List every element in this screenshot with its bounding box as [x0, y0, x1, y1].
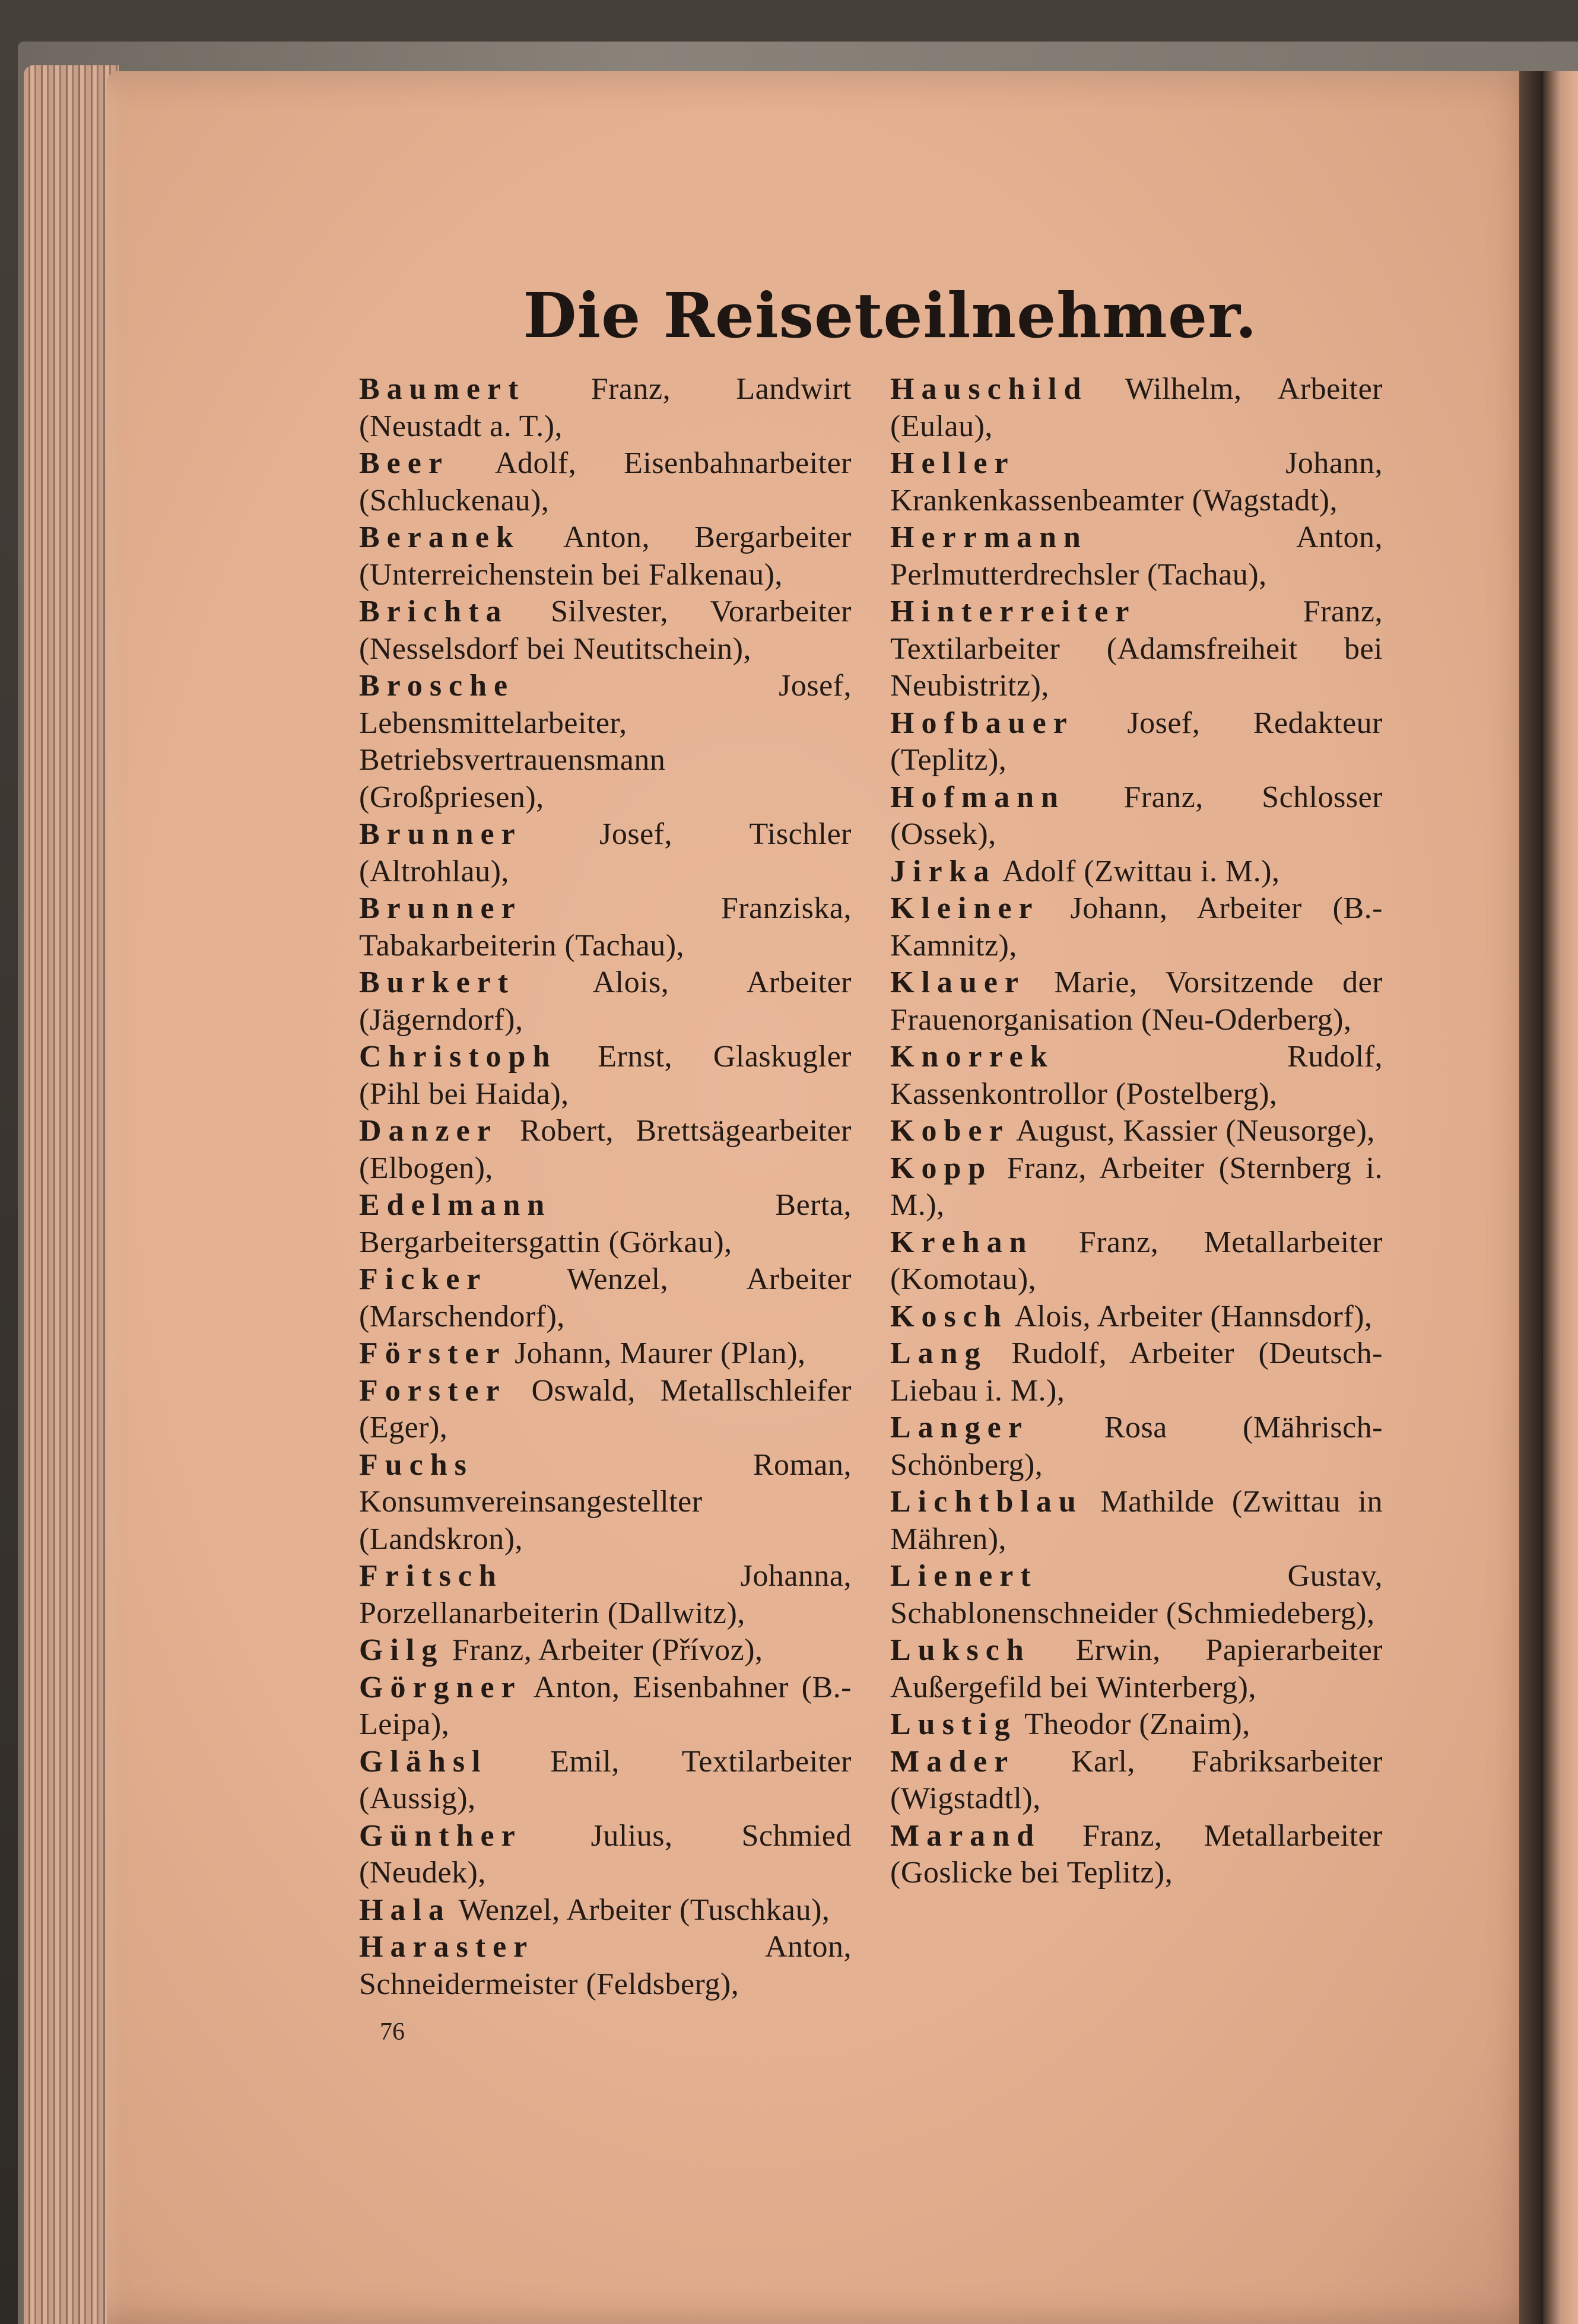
participant-surname: Jirka — [890, 854, 996, 888]
participant-entry — [890, 1558, 1383, 1632]
participant-details: Franz, Textilarbeiter (Adamsfreiheit bei Neubistritz), — [890, 595, 1383, 703]
participant-entry — [890, 593, 1383, 705]
participant-details: Rosa (Mährisch-Schönberg), — [890, 1411, 1383, 1482]
participant-surname: Burkert — [359, 966, 516, 999]
participant-details: Wenzel, Arbeiter (Marschendorf), — [359, 1262, 852, 1334]
participant-surname: Hauschild — [890, 372, 1088, 406]
participant-details: Erwin, Papierarbeiter Außergefild bei Winterberg), — [890, 1633, 1383, 1704]
participant-entry — [890, 1744, 1383, 1818]
participant-entry — [359, 964, 852, 1039]
participant-entry — [890, 445, 1383, 519]
participant-entry — [359, 816, 852, 890]
participant-entry — [359, 1669, 852, 1744]
participant-surname: Christoph — [359, 1040, 557, 1074]
participant-surname: Günther — [359, 1818, 522, 1853]
participant-surname: Haraster — [359, 1930, 535, 1964]
participant-surname: Görgner — [359, 1670, 522, 1704]
participant-surname: Kleiner — [890, 891, 1040, 925]
participant-details: Franz, Schlosser (Ossek), — [890, 780, 1383, 851]
participant-details: Adolf (Zwittau i. M.), — [996, 854, 1280, 888]
participant-surname: Baumert — [359, 372, 526, 406]
participant-details: Johann, Maurer (Plan), — [506, 1336, 806, 1370]
participant-surname: Ficker — [359, 1262, 488, 1296]
participant-surname: Beranek — [359, 520, 520, 554]
participant-surname: Marand — [890, 1818, 1041, 1853]
participant-surname: Hofmann — [890, 780, 1065, 814]
participant-details: Julius, Schmied (Neudek), — [359, 1818, 852, 1890]
participant-surname: Knorrek — [890, 1040, 1055, 1074]
participant-details: Adolf, Eisenbahnarbeiter (Schluckenau), — [359, 446, 852, 517]
participant-details: Franz, Landwirt (Neustadt a. T.), — [359, 372, 852, 443]
participant-details: Josef, Redakteur (Teplitz), — [890, 706, 1383, 777]
participant-entry — [359, 1892, 852, 1929]
participant-entry — [359, 1187, 852, 1261]
participant-surname: Lienert — [890, 1559, 1038, 1593]
participant-surname: Fritsch — [359, 1559, 503, 1593]
participant-details: Karl, Fabriksarbeiter (Wigstadtl), — [890, 1744, 1383, 1815]
participant-entry — [890, 1632, 1383, 1706]
participant-surname: Danzer — [359, 1114, 498, 1148]
participant-entry — [359, 1261, 852, 1335]
participant-surname: Kober — [890, 1114, 1010, 1148]
participant-entry — [359, 593, 852, 668]
participant-entry — [890, 964, 1383, 1039]
participant-details: Josef, Lebensmittelarbeiter, Betriebsvertrauensmann (Großpriesen), — [359, 669, 852, 814]
participant-surname: Kosch — [890, 1299, 1008, 1334]
participant-details: Franz, Metallarbeiter (Komotau), — [890, 1225, 1383, 1296]
participant-details: Johann, Arbeiter (B.-Kamnitz), — [890, 891, 1383, 963]
participant-surname: Brichta — [359, 595, 509, 628]
participant-entry — [359, 371, 852, 445]
participant-entry — [890, 1409, 1383, 1484]
participant-entry — [359, 1335, 852, 1373]
participant-surname: Herrmann — [890, 520, 1088, 554]
participant-entry — [890, 1113, 1383, 1150]
participant-details: Wenzel, Arbeiter (Tuschkau), — [450, 1893, 830, 1927]
participant-details: Johann, Krankenkassenbeamter (Wagstadt), — [890, 446, 1383, 517]
participant-entry — [890, 853, 1383, 891]
participant-entry — [890, 1335, 1383, 1409]
participant-details: Mathilde (Zwittau in Mähren), — [890, 1485, 1383, 1556]
participant-details: August, Kassier (Neusorge), — [1009, 1114, 1375, 1148]
participant-surname: Klauer — [890, 966, 1025, 999]
participant-details: Emil, Textilarbeiter (Aussig), — [359, 1744, 852, 1815]
participant-surname: Förster — [359, 1336, 507, 1370]
participant-entry — [890, 1818, 1383, 1892]
page-title: Die Reiseteilnehmer. — [523, 279, 1258, 352]
participant-details: Anton, Perlmutterdrechsler (Tachau), — [890, 520, 1383, 592]
participant-surname: Glähsl — [359, 1744, 488, 1779]
participant-details: Rudolf, Arbeiter (Deutsch-Liebau i. M.), — [890, 1336, 1383, 1408]
participant-surname: Edelmann — [359, 1188, 552, 1222]
participant-surname: Hala — [359, 1893, 451, 1927]
participant-entry — [359, 890, 852, 964]
participant-details: Wilhelm, Arbeiter (Eulau), — [890, 372, 1383, 443]
participant-details: Franz, Arbeiter (Sternberg i. M.), — [890, 1151, 1383, 1222]
participant-surname: Mader — [890, 1744, 1015, 1779]
participant-details: Silvester, Vorarbeiter (Nesselsdorf bei Neutitschein), — [359, 595, 852, 666]
page-edges — [24, 65, 119, 2324]
participant-surname: Hofbauer — [890, 706, 1074, 740]
participant-details: Alois, Arbeiter (Hannsdorf), — [1008, 1299, 1373, 1334]
participant-entry — [359, 1818, 852, 1892]
participant-surname: Lang — [890, 1336, 988, 1370]
participant-surname: Krehan — [890, 1225, 1034, 1259]
participant-details: Ernst, Glaskugler (Pihl bei Haida), — [359, 1040, 852, 1111]
participant-entry — [359, 1632, 852, 1669]
participant-details: Franziska, Tabakarbeiterin (Tachau), — [359, 891, 852, 963]
participant-surname: Beer — [359, 446, 449, 480]
participant-entry — [359, 1744, 852, 1818]
participant-entry — [890, 1706, 1383, 1744]
participant-entry — [359, 668, 852, 816]
participant-entry — [890, 519, 1383, 593]
right-column — [890, 371, 1383, 1892]
participant-surname: Brunner — [359, 891, 522, 925]
participant-surname: Hinterreiter — [890, 595, 1136, 628]
participant-entry — [890, 1298, 1383, 1336]
participant-surname: Lustig — [890, 1707, 1017, 1741]
participant-entry — [359, 1447, 852, 1558]
participant-entry — [890, 1224, 1383, 1298]
participant-details: Josef, Tischler (Altrohlau), — [359, 817, 852, 888]
participant-entry — [359, 445, 852, 519]
participant-details: Johanna, Porzellanarbeiterin (Dallwitz), — [359, 1559, 852, 1630]
next-page-edge — [1543, 71, 1578, 2324]
participant-entry — [890, 705, 1383, 779]
participant-surname: Forster — [359, 1373, 507, 1408]
participant-entry — [359, 1113, 852, 1187]
participant-surname: Fuchs — [359, 1447, 474, 1482]
participant-details: Gustav, Schablonenschneider (Schmiedeberg), — [890, 1559, 1383, 1630]
participant-entry — [359, 1929, 852, 2003]
participant-entry — [890, 779, 1383, 853]
left-column — [359, 371, 852, 2003]
participant-details: Berta, Bergarbeitersgattin (Görkau), — [359, 1188, 852, 1259]
participant-details: Franz, Arbeiter (Přívoz), — [444, 1633, 763, 1667]
participant-details: Alois, Arbeiter (Jägerndorf), — [359, 966, 852, 1037]
participant-surname: Brunner — [359, 817, 522, 851]
participant-details: Theodor (Znaim), — [1017, 1707, 1250, 1741]
participant-details: Anton, Schneidermeister (Feldsberg), — [359, 1930, 852, 2001]
participant-entry — [890, 371, 1383, 445]
page-number: 76 — [380, 2018, 405, 2046]
participant-details: Rudolf, Kassenkontrollor (Postelberg), — [890, 1040, 1383, 1111]
participant-entry — [359, 1558, 852, 1632]
participant-details: Marie, Vorsitzende der Frauenorganisation (Neu-Oderberg), — [890, 966, 1383, 1037]
participant-surname: Luksch — [890, 1633, 1031, 1667]
participant-surname: Gilg — [359, 1633, 444, 1667]
participant-details: Franz, Metallarbeiter (Goslicke bei Teplitz), — [890, 1818, 1383, 1890]
participant-details: Roman, Konsumvereinsangestellter (Landskron), — [359, 1447, 852, 1556]
participant-details: Anton, Bergarbeiter (Unterreichenstein bei Falkenau), — [359, 520, 852, 592]
participant-details: Anton, Eisenbahner (B.-Leipa), — [359, 1670, 852, 1741]
participant-entry — [890, 1484, 1383, 1558]
participant-surname: Heller — [890, 446, 1015, 480]
participant-entry — [890, 1039, 1383, 1113]
participant-details: Robert, Brettsägearbeiter (Elbogen), — [359, 1114, 852, 1185]
participant-entry — [359, 1373, 852, 1447]
participant-surname: Lichtblau — [890, 1485, 1083, 1519]
participant-surname: Brosche — [359, 669, 515, 703]
participant-entry — [890, 890, 1383, 964]
participant-entry — [359, 1039, 852, 1113]
participant-details: Oswald, Metallschleifer (Eger), — [359, 1373, 852, 1444]
participant-entry — [359, 519, 852, 593]
participant-surname: Kopp — [890, 1151, 993, 1185]
participant-surname: Langer — [890, 1411, 1029, 1444]
participant-entry — [890, 1150, 1383, 1224]
